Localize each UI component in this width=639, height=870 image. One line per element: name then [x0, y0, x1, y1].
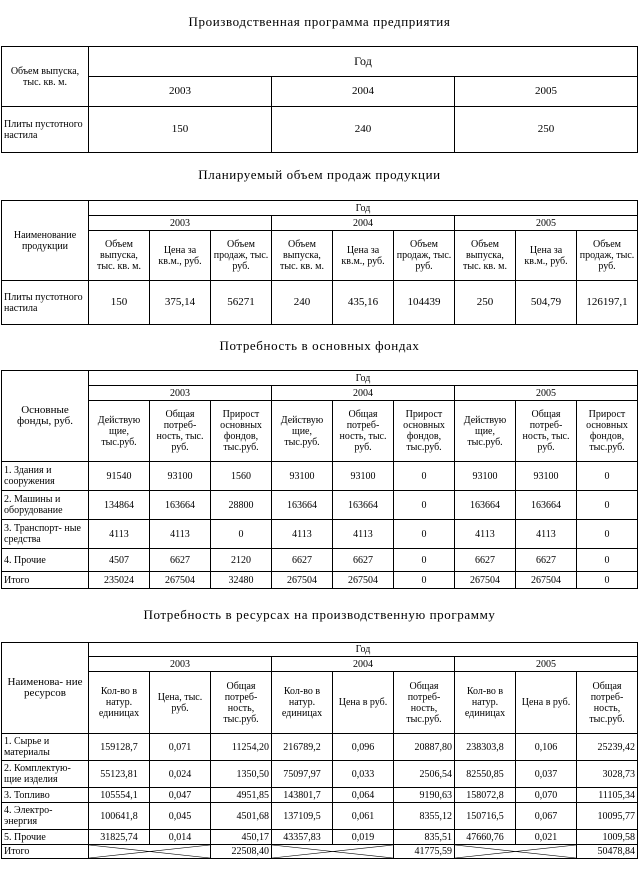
corner-header: Наименова- ние ресурсов: [2, 643, 89, 734]
value-cell: 93100: [333, 462, 394, 491]
value-cell: 93100: [150, 462, 211, 491]
corner-header: Объем выпуска, тыс. кв. м.: [2, 47, 89, 107]
value-cell: 3028,73: [577, 761, 638, 788]
year-2004: 2004: [272, 657, 455, 672]
crossed-out-cell: [272, 845, 394, 859]
subheader-total-need: Общая потреб- ность, тыс. руб.: [516, 401, 577, 462]
value-cell: 1009,58: [577, 830, 638, 845]
value-cell: 163664: [272, 491, 333, 520]
year-2003: 2003: [89, 77, 272, 107]
year-2005: 2005: [455, 657, 638, 672]
value-cell: 150: [89, 281, 150, 325]
value-cell: 1560: [211, 462, 272, 491]
value-cell: 4113: [333, 520, 394, 549]
value-cell: 91540: [89, 462, 150, 491]
year-2005: 2005: [455, 386, 638, 401]
value-cell: 150: [89, 107, 272, 153]
total-value: 50478,84: [577, 845, 638, 859]
value-cell: 6627: [455, 549, 516, 572]
subheader-price: Цена за кв.м., руб.: [516, 231, 577, 281]
value-cell: 0: [577, 520, 638, 549]
value-cell: 150716,5: [455, 803, 516, 830]
value-cell: 25239,42: [577, 734, 638, 761]
subheader-total-need: Общая потреб- ность, тыс.руб.: [577, 672, 638, 734]
row-label: 2. Комплектую- щие изделия: [2, 761, 89, 788]
value-cell: 11254,20: [211, 734, 272, 761]
table-production-program: [1, 46, 638, 153]
value-cell: 0,045: [150, 803, 211, 830]
value-cell: 4501,68: [211, 803, 272, 830]
value-cell: 134864: [89, 491, 150, 520]
value-cell: 6627: [516, 549, 577, 572]
value-cell: 0,106: [516, 734, 577, 761]
year-2003: 2003: [89, 657, 272, 672]
value-cell: 9190,63: [394, 788, 455, 803]
table-sales-plan: [1, 200, 638, 325]
subheader-quantity: Кол-во в натур. единицах: [455, 672, 516, 734]
value-cell: 104439: [394, 281, 455, 325]
value-cell: 4507: [89, 549, 150, 572]
subheader-sales: Объем продаж, тыс. руб.: [394, 231, 455, 281]
value-cell: 163664: [150, 491, 211, 520]
subheader-total-need: Общая потреб- ность, тыс. руб.: [150, 401, 211, 462]
value-cell: 10095,77: [577, 803, 638, 830]
value-cell: 163664: [333, 491, 394, 520]
value-cell: 267504: [516, 572, 577, 589]
value-cell: 216789,2: [272, 734, 333, 761]
value-cell: 4113: [89, 520, 150, 549]
value-cell: 4113: [516, 520, 577, 549]
value-cell: 0,061: [333, 803, 394, 830]
table-row: [2, 788, 638, 803]
value-cell: 0,067: [516, 803, 577, 830]
value-cell: 0: [577, 491, 638, 520]
value-cell: 100641,8: [89, 803, 150, 830]
value-cell: 8355,12: [394, 803, 455, 830]
corner-header: Наименование продукции: [2, 201, 89, 281]
corner-header: Основные фонды, руб.: [2, 371, 89, 462]
subheader-quantity: Кол-во в натур. единицах: [89, 672, 150, 734]
year-2004: 2004: [272, 77, 455, 107]
value-cell: 267504: [150, 572, 211, 589]
row-label: 3. Транспорт- ные средства: [2, 520, 89, 549]
title-production-program: Производственная программа предприятия: [188, 14, 451, 29]
value-cell: 4113: [272, 520, 333, 549]
value-cell: 0: [394, 520, 455, 549]
value-cell: 0,024: [150, 761, 211, 788]
value-cell: 158072,8: [455, 788, 516, 803]
value-cell: 163664: [455, 491, 516, 520]
value-cell: 0,037: [516, 761, 577, 788]
subheader-total-need: Общая потреб- ность, тыс.руб.: [211, 672, 272, 734]
table-row: [2, 761, 638, 788]
subheader-volume: Объем выпуска, тыс. кв. м.: [455, 231, 516, 281]
value-cell: 126197,1: [577, 281, 638, 325]
value-cell: 0,014: [150, 830, 211, 845]
value-cell: 159128,7: [89, 734, 150, 761]
subheader-existing: Действую щие, тыс.руб.: [89, 401, 150, 462]
subheader-price: Цена, тыс. руб.: [150, 672, 211, 734]
value-cell: 0,071: [150, 734, 211, 761]
subheader-total-need: Общая потреб- ность, тыс.руб.: [394, 672, 455, 734]
title-resource-needs: Потребность в ресурсах на производственную программу: [143, 607, 496, 622]
value-cell: 55123,81: [89, 761, 150, 788]
crossed-out-cell: [89, 845, 211, 859]
value-cell: 0: [394, 491, 455, 520]
value-cell: 240: [272, 107, 455, 153]
table-resource-needs: [1, 642, 638, 859]
value-cell: 0: [394, 549, 455, 572]
value-cell: 0: [577, 572, 638, 589]
year-2004: 2004: [272, 216, 455, 231]
year-2005: 2005: [455, 77, 638, 107]
value-cell: 0,096: [333, 734, 394, 761]
row-label: Итого: [2, 845, 89, 859]
value-cell: 0,019: [333, 830, 394, 845]
value-cell: 43357,83: [272, 830, 333, 845]
total-value: 22508,40: [211, 845, 272, 859]
table-fixed-assets: [1, 370, 638, 589]
value-cell: 163664: [516, 491, 577, 520]
year-2003: 2003: [89, 216, 272, 231]
value-cell: 504,79: [516, 281, 577, 325]
value-cell: 82550,85: [455, 761, 516, 788]
table-row: [2, 491, 638, 520]
row-label: 4. Электро- энергия: [2, 803, 89, 830]
subheader-price: Цена за кв.м., руб.: [333, 231, 394, 281]
value-cell: 0,047: [150, 788, 211, 803]
subheader-existing: Действую щие, тыс.руб.: [272, 401, 333, 462]
table-row: [2, 520, 638, 549]
year-2004: 2004: [272, 386, 455, 401]
subheader-increase: Прирост основных фондов, тыс.руб.: [394, 401, 455, 462]
subheader-price: Цена за кв.м., руб.: [150, 231, 211, 281]
crossed-out-cell: [455, 845, 577, 859]
year-header: Год: [89, 47, 638, 77]
value-cell: 6627: [150, 549, 211, 572]
value-cell: 93100: [272, 462, 333, 491]
value-cell: 267504: [455, 572, 516, 589]
subheader-sales: Объем продаж, тыс. руб.: [211, 231, 272, 281]
value-cell: 56271: [211, 281, 272, 325]
value-cell: 0: [577, 549, 638, 572]
value-cell: 835,51: [394, 830, 455, 845]
value-cell: 75097,97: [272, 761, 333, 788]
value-cell: 1350,50: [211, 761, 272, 788]
subheader-total-need: Общая потреб- ность, тыс. руб.: [333, 401, 394, 462]
value-cell: 47660,76: [455, 830, 516, 845]
value-cell: 28800: [211, 491, 272, 520]
value-cell: 4113: [455, 520, 516, 549]
subheader-sales: Объем продаж, тыс. руб.: [577, 231, 638, 281]
row-label: 4. Прочие: [2, 549, 89, 572]
title-fixed-assets: Потребность в основных фондах: [219, 338, 420, 353]
value-cell: 2506,54: [394, 761, 455, 788]
subheader-volume: Объем выпуска, тыс. кв. м.: [89, 231, 150, 281]
table-row: [2, 462, 638, 491]
value-cell: 450,17: [211, 830, 272, 845]
subheader-existing: Действую щие, тыс.руб.: [455, 401, 516, 462]
year-header: Год: [89, 201, 638, 216]
value-cell: 32480: [211, 572, 272, 589]
total-value: 41775,59: [394, 845, 455, 859]
value-cell: 0: [577, 462, 638, 491]
table-row: [2, 830, 638, 845]
value-cell: 137109,5: [272, 803, 333, 830]
row-label: Итого: [2, 572, 89, 589]
value-cell: 6627: [272, 549, 333, 572]
value-cell: 0,033: [333, 761, 394, 788]
value-cell: 31825,74: [89, 830, 150, 845]
value-cell: 0,064: [333, 788, 394, 803]
value-cell: 6627: [333, 549, 394, 572]
table-row: [2, 803, 638, 830]
value-cell: 105554,1: [89, 788, 150, 803]
year-header: Год: [89, 371, 638, 386]
value-cell: 267504: [333, 572, 394, 589]
subheader-increase: Прирост основных фондов, тыс.руб.: [211, 401, 272, 462]
table-row: [2, 549, 638, 572]
subheader-price: Цена в руб.: [333, 672, 394, 734]
value-cell: 4951,85: [211, 788, 272, 803]
value-cell: 235024: [89, 572, 150, 589]
table-row-total: [2, 845, 638, 859]
value-cell: 267504: [272, 572, 333, 589]
value-cell: 238303,8: [455, 734, 516, 761]
value-cell: 0: [394, 572, 455, 589]
title-sales-plan: Планируемый объем продаж продукции: [198, 167, 441, 182]
year-2003: 2003: [89, 386, 272, 401]
subheader-volume: Объем выпуска, тыс. кв. м.: [272, 231, 333, 281]
value-cell: 0: [211, 520, 272, 549]
row-label: Плиты пустотного настила: [2, 107, 89, 153]
subheader-price: Цена в руб.: [516, 672, 577, 734]
row-label: 1. Сырье и материалы: [2, 734, 89, 761]
value-cell: 240: [272, 281, 333, 325]
value-cell: 4113: [150, 520, 211, 549]
value-cell: 0,021: [516, 830, 577, 845]
value-cell: 143801,7: [272, 788, 333, 803]
row-label: 2. Машины и оборудование: [2, 491, 89, 520]
subheader-increase: Прирост основных фондов, тыс.руб.: [577, 401, 638, 462]
value-cell: 11105,34: [577, 788, 638, 803]
value-cell: 250: [455, 281, 516, 325]
table-row-total: [2, 572, 638, 589]
value-cell: 20887,80: [394, 734, 455, 761]
value-cell: 2120: [211, 549, 272, 572]
value-cell: 0: [394, 462, 455, 491]
row-label: 1. Здания и сооружения: [2, 462, 89, 491]
value-cell: 0,070: [516, 788, 577, 803]
row-label: 3. Топливо: [2, 788, 89, 803]
year-2005: 2005: [455, 216, 638, 231]
subheader-quantity: Кол-во в натур. единицах: [272, 672, 333, 734]
value-cell: 375,14: [150, 281, 211, 325]
row-label: 5. Прочие: [2, 830, 89, 845]
value-cell: 93100: [516, 462, 577, 491]
value-cell: 250: [455, 107, 638, 153]
year-header: Год: [89, 643, 638, 657]
row-label: Плиты пустотного настила: [2, 281, 89, 325]
value-cell: 435,16: [333, 281, 394, 325]
table-row: [2, 734, 638, 761]
value-cell: 93100: [455, 462, 516, 491]
